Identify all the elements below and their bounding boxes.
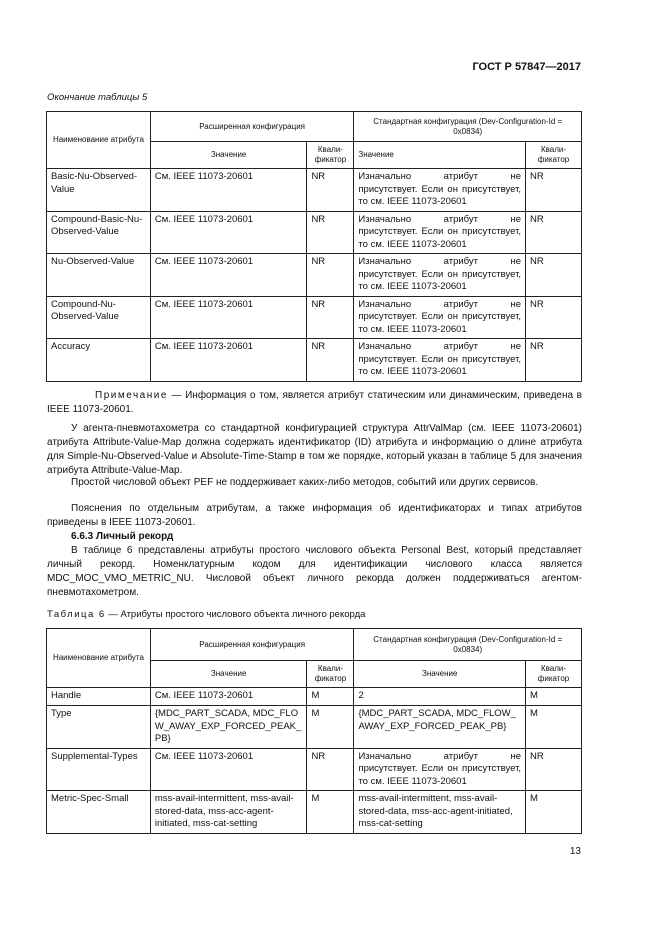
std-value-cell: Изначально атрибут не присутствует. Если он присутствует, то см. IEEE 11073-20601	[354, 169, 526, 212]
attr-name-cell: Basic-Nu-Observed-Value	[47, 169, 151, 212]
std-value-cell: Изначально атрибут не присутствует. Если он присутствует, то см. IEEE 11073-20601	[354, 211, 526, 254]
ext-value-cell: См. IEEE 11073-20601	[150, 688, 307, 706]
table-row	[47, 688, 582, 706]
table6-caption-label: Таблица 6	[47, 609, 106, 620]
paragraph-attrvalmap: У агента-пневмотахометра со стандартной конфигурацией структура AttrValMap (см. IEEE 11073-20601) атрибута Attribute-Value-Map должна содержать идентификатор (ID) атрибута и информацию о длине атрибута для Simple-Nu-Observed-Value и Absolute-Time-Stamp в том же порядке, который указан в таблице 5 для значения атрибута Attribute-Value-Map.	[47, 423, 582, 476]
table-row	[47, 211, 582, 254]
ext-qualifier-cell: NR	[307, 211, 354, 254]
std-value-cell: {MDC_PART_SCADA, MDC_FLOW_AWAY_EXP_FORCED_PEAK_PB}	[354, 706, 526, 749]
attr-name-cell: Metric-Spec-Small	[47, 791, 151, 834]
std-value-cell: Изначально атрибут не присутствует. Если он присутствует, то см. IEEE 11073-20601	[354, 339, 526, 382]
attr-name-cell: Supplemental-Types	[47, 748, 151, 791]
table-row	[47, 296, 582, 339]
col-ext-qualifier: Квали-фикатор	[307, 661, 354, 688]
col-ext-qualifier: Квали-фикатор	[307, 142, 354, 169]
standard-number: ГОСТ Р 57847—2017	[472, 61, 581, 73]
col-ext-config: Расширенная конфигурация	[150, 112, 354, 142]
col-std-value: Значение	[354, 661, 526, 688]
col-ext-config: Расширенная конфигурация	[150, 629, 354, 661]
table-5	[46, 111, 582, 382]
std-qualifier-cell: M	[526, 791, 582, 834]
ext-qualifier-cell: NR	[307, 169, 354, 212]
attr-name-cell: Type	[47, 706, 151, 749]
page-number: 13	[569, 846, 581, 857]
std-qualifier-cell: NR	[526, 211, 582, 254]
col-ext-value: Значение	[150, 661, 307, 688]
col-ext-value: Значение	[150, 142, 307, 169]
std-value-cell: 2	[354, 688, 526, 706]
std-qualifier-cell: NR	[526, 169, 582, 212]
attr-name-cell: Compound-Basic-Nu-Observed-Value	[47, 211, 151, 254]
std-qualifier-cell: M	[526, 706, 582, 749]
note-label: Примечание	[95, 390, 168, 401]
ext-qualifier-cell: M	[307, 706, 354, 749]
table-row	[47, 706, 582, 749]
ext-qualifier-cell: NR	[307, 339, 354, 382]
ext-qualifier-cell: NR	[307, 748, 354, 791]
std-value-cell: mss-avail-intermittent, mss-avail-stored-data, mss-acc-agent-initiated, mss-cat-setting	[354, 791, 526, 834]
table-row	[47, 791, 582, 834]
table5-note	[47, 389, 582, 417]
col-std-qualifier: Квали-фикатор	[526, 661, 582, 688]
ext-qualifier-cell: NR	[307, 296, 354, 339]
table-row	[47, 339, 582, 382]
table-row	[47, 169, 582, 212]
attr-name-cell: Handle	[47, 688, 151, 706]
std-value-cell: Изначально атрибут не присутствует. Если он присутствует, то см. IEEE 11073-20601	[354, 748, 526, 791]
ext-value-cell: См. IEEE 11073-20601	[150, 211, 307, 254]
table-row	[47, 254, 582, 297]
attr-name-cell: Compound-Nu-Observed-Value	[47, 296, 151, 339]
ext-value-cell: См. IEEE 11073-20601	[150, 296, 307, 339]
note-text: — Информация о том, является атрибут статическим или динамическим, приведена в IEEE 11073-20601.	[47, 390, 582, 415]
std-qualifier-cell: M	[526, 688, 582, 706]
std-qualifier-cell: NR	[526, 339, 582, 382]
std-qualifier-cell: NR	[526, 254, 582, 297]
ext-qualifier-cell: NR	[307, 254, 354, 297]
col-attr-name: Наименование атрибута	[47, 112, 151, 169]
ext-value-cell: См. IEEE 11073-20601	[150, 169, 307, 212]
paragraph-explanations: Пояснения по отдельным атрибутам, а также информация об идентификаторах и типах атрибутов приведены в IEEE 11073-20601.	[47, 503, 582, 528]
col-std-config: Стандартная конфигурация (Dev-Configuration-Id = 0x0834)	[354, 629, 582, 661]
attr-name-cell: Nu-Observed-Value	[47, 254, 151, 297]
table-row	[47, 748, 582, 791]
ext-value-cell: mss-avail-intermittent, mss-avail-stored-data, mss-acc-agent-initiated, mss-cat-setting	[150, 791, 307, 834]
col-std-config: Стандартная конфигурация (Dev-Configuration-Id = 0x0834)	[354, 112, 582, 142]
ext-value-cell: См. IEEE 11073-20601	[150, 748, 307, 791]
table-6	[46, 628, 582, 834]
std-qualifier-cell: NR	[526, 296, 582, 339]
std-value-cell: Изначально атрибут не присутствует. Если он присутствует, то см. IEEE 11073-20601	[354, 254, 526, 297]
ext-value-cell: {MDC_PART_SCADA, MDC_FLOW_AWAY_EXP_FORCED_PEAK_PB}	[150, 706, 307, 749]
col-std-qualifier: Квали-фикатор	[526, 142, 582, 169]
table6-caption-text: — Атрибуты простого числового объекта личного рекорда	[105, 609, 366, 620]
paragraph-methods: Простой числовой объект PEF не поддерживает каких-либо методов, событий или других сервисов.	[71, 477, 539, 488]
ext-qualifier-cell: M	[307, 688, 354, 706]
attr-name-cell: Accuracy	[47, 339, 151, 382]
ext-value-cell: См. IEEE 11073-20601	[150, 254, 307, 297]
table6-caption	[47, 609, 365, 620]
std-value-cell: Изначально атрибут не присутствует. Если он присутствует, то см. IEEE 11073-20601	[354, 296, 526, 339]
col-std-value: Значение	[354, 142, 526, 169]
section-text: В таблице 6 представлены атрибуты простого числового объекта Personal Best, который представляет личный рекорд. Номенклатурным кодом для идентификации числового класса является MDC_MOC_VMO_METRIC_NU. Числовой объект личного рекорда должен поддерживаться агентом-пневмотахометром.	[47, 545, 582, 598]
ext-value-cell: См. IEEE 11073-20601	[150, 339, 307, 382]
ext-qualifier-cell: M	[307, 791, 354, 834]
std-qualifier-cell: NR	[526, 748, 582, 791]
col-attr-name: Наименование атрибута	[47, 629, 151, 688]
section-heading: 6.6.3 Личный рекорд	[71, 531, 174, 542]
table5-caption: Окончание таблицы 5	[47, 92, 148, 103]
